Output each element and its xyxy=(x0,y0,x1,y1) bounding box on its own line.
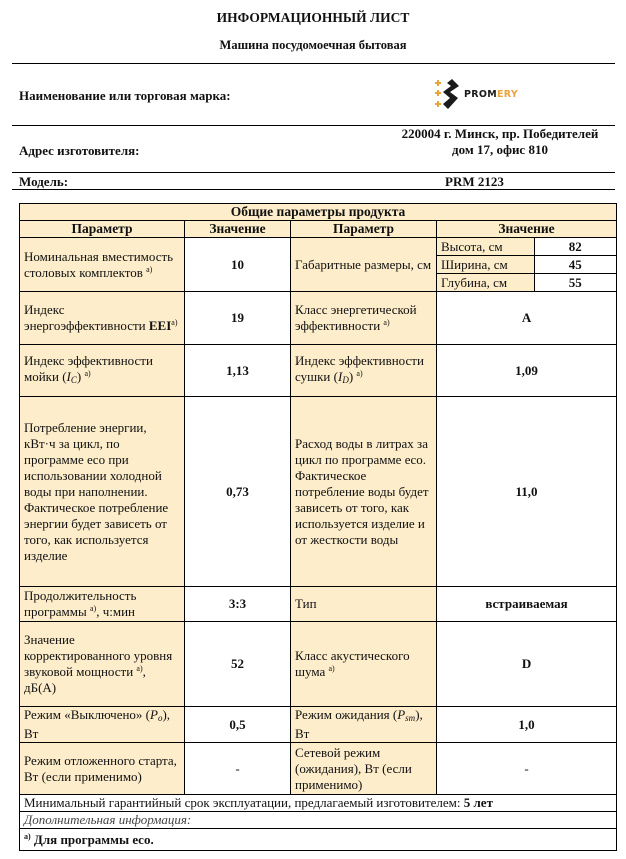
symbol: P xyxy=(397,707,406,722)
eei-label xyxy=(20,292,185,345)
footnote-mark: а) xyxy=(24,831,31,841)
warranty-row xyxy=(20,795,617,812)
divider xyxy=(12,172,615,173)
divider xyxy=(12,63,615,64)
warranty-value: 5 лет xyxy=(463,795,493,810)
header-parameter: Параметр xyxy=(291,221,437,238)
network-standby-label: Сетевой режим (ожидания), Вт (если применимо) xyxy=(291,743,437,795)
label-text: Значение корректированного уровня звуковой мощности xyxy=(24,632,173,679)
cleaning-index-label xyxy=(20,345,185,397)
type-value: встраиваемая xyxy=(437,587,617,622)
parameters-table xyxy=(19,203,617,851)
network-standby-value: - xyxy=(437,743,617,795)
symbol: P xyxy=(150,707,158,722)
eei-value: 19 xyxy=(185,292,291,345)
footnote xyxy=(20,829,617,851)
address-line-2: дом 17, офис 810 xyxy=(452,142,548,157)
label-end: , ч:мин xyxy=(96,604,136,619)
dimension-value: 55 xyxy=(534,274,616,292)
energy-class-label xyxy=(291,292,437,345)
dimension-label: Ширина, см xyxy=(437,256,534,274)
energy-consumption-label: Потребление энергии, кВт·ч за цикл, по программе eco при использовании холодной воды при наполнении. Фактическое потребление энергии будет зависеть от того, как используется изделие xyxy=(20,397,185,587)
label-text: Класс энергетической эффективности xyxy=(295,302,417,333)
footnote-mark: а) xyxy=(383,318,390,327)
type-label: Тип xyxy=(291,587,437,622)
dimension-value: 82 xyxy=(534,238,616,256)
footnote-mark: а) xyxy=(146,264,153,274)
off-mode-value: 0,5 xyxy=(185,707,291,743)
promery-logo-icon xyxy=(434,77,460,111)
water-consumption-label: Расход воды в литрах за цикл по программе eco. Фактическое потребление воды будет зависеть от того, как используется изделие и от жесткости воды xyxy=(291,397,437,587)
footnote-mark: а) xyxy=(171,318,178,327)
manufacturer-address xyxy=(330,126,626,158)
label-bold: EEI xyxy=(148,318,172,333)
table-row xyxy=(20,795,617,812)
label-end: ) xyxy=(76,369,82,384)
warranty-label: Минимальный гарантийный срок эксплуатации, предлагаемый изготовителем: xyxy=(24,795,461,810)
subscript: D xyxy=(342,375,349,385)
header-parameter: Параметр xyxy=(20,221,185,238)
subscript: C xyxy=(70,375,77,385)
table-row xyxy=(20,622,617,707)
footnote-mark: а) xyxy=(90,604,97,613)
table-row xyxy=(20,345,617,397)
label-text: Индекс эффективности сушки ( xyxy=(295,353,424,384)
model-label: Модель: xyxy=(19,174,69,189)
dimension-label: Высота, см xyxy=(437,238,534,256)
footnote-mark: а) xyxy=(136,664,143,673)
brand-logo-text xyxy=(464,89,518,100)
footnote-text: Для программы eco. xyxy=(33,831,154,847)
standby-mode-value: 1,0 xyxy=(437,707,617,743)
dimension-label: Глубина, см xyxy=(437,274,534,292)
table-row xyxy=(20,587,617,622)
energy-class-value: A xyxy=(437,292,617,345)
brand-logo xyxy=(434,77,524,111)
noise-class-label xyxy=(291,622,437,707)
divider xyxy=(12,189,615,190)
table-row xyxy=(20,238,617,292)
subscript: sm xyxy=(405,713,416,723)
table-row xyxy=(20,292,617,345)
cleaning-index-value: 1,13 xyxy=(185,345,291,397)
table-row xyxy=(20,812,617,829)
dimension-value: 45 xyxy=(534,256,616,274)
label-end: , дБ(А) xyxy=(24,664,146,695)
symbol: I xyxy=(66,369,71,384)
energy-consumption-value: 0,73 xyxy=(185,397,291,587)
standby-mode-label xyxy=(291,707,437,743)
dimensions-label: Габаритные размеры, см xyxy=(291,238,437,292)
drying-index-label xyxy=(291,345,437,397)
document-title: ИНФОРМАЦИОННЫЙ ЛИСТ xyxy=(216,10,410,25)
logo-text-dark: PROM xyxy=(464,88,498,100)
label-text: Класс акустического шума xyxy=(295,648,410,679)
dimension-row xyxy=(437,238,616,256)
label-end: ), Вт xyxy=(24,707,171,741)
label-text: Продолжительность программы xyxy=(24,588,137,619)
delay-start-label: Режим отложенного старта, Вт (если применимо) xyxy=(20,743,185,795)
dimensions-table xyxy=(437,238,616,291)
additional-info: Дополнительная информация: xyxy=(20,812,617,829)
footnote-mark: а) xyxy=(328,664,335,673)
model-value: PRM 2123 xyxy=(445,174,504,189)
label-end: ), Вт xyxy=(295,707,423,741)
table-title: Общие параметры продукта xyxy=(20,204,617,221)
program-duration-value: 3:3 xyxy=(185,587,291,622)
table-row xyxy=(20,829,617,851)
sound-power-value: 52 xyxy=(185,622,291,707)
label-text: Номинальная вместимость столовых комплектов xyxy=(24,248,174,280)
noise-class-value: D xyxy=(437,622,617,707)
table-row xyxy=(20,707,617,743)
drying-index-value: 1,09 xyxy=(437,345,617,397)
dimension-row xyxy=(437,256,616,274)
dimensions-values xyxy=(437,238,617,292)
brand-label: Наименование или торговая марка: xyxy=(19,88,231,103)
table-row xyxy=(20,397,617,587)
sound-power-label xyxy=(20,622,185,707)
document-subtitle: Машина посудомоечная бытовая xyxy=(219,38,407,52)
label-text: Режим ожидания ( xyxy=(295,707,398,722)
header-value: Значение xyxy=(437,221,617,238)
capacity-value: 10 xyxy=(185,238,291,292)
label-text: Режим «Выключено» ( xyxy=(24,707,151,722)
water-consumption-value: 11,0 xyxy=(437,397,617,587)
footnote-mark: а) xyxy=(84,369,91,378)
label-end: ) xyxy=(348,369,354,384)
address-line-1: 220004 г. Минск, пр. Победителей xyxy=(401,126,599,141)
table-row xyxy=(20,743,617,795)
program-duration-label xyxy=(20,587,185,622)
label-text: Индекс эффективности мойки ( xyxy=(24,353,153,384)
symbol: I xyxy=(337,369,343,384)
capacity-label xyxy=(20,238,185,292)
dimension-row xyxy=(437,274,616,292)
subscript: o xyxy=(157,713,163,723)
delay-start-value: - xyxy=(185,743,291,795)
logo-text-accent: ERY xyxy=(497,88,519,100)
footnote-mark: а) xyxy=(356,369,363,378)
label-text: Индекс энергоэффективности xyxy=(24,302,146,333)
header-value: Значение xyxy=(185,221,291,238)
manufacturer-label: Адрес изготовителя: xyxy=(19,143,140,158)
off-mode-label xyxy=(20,707,185,743)
